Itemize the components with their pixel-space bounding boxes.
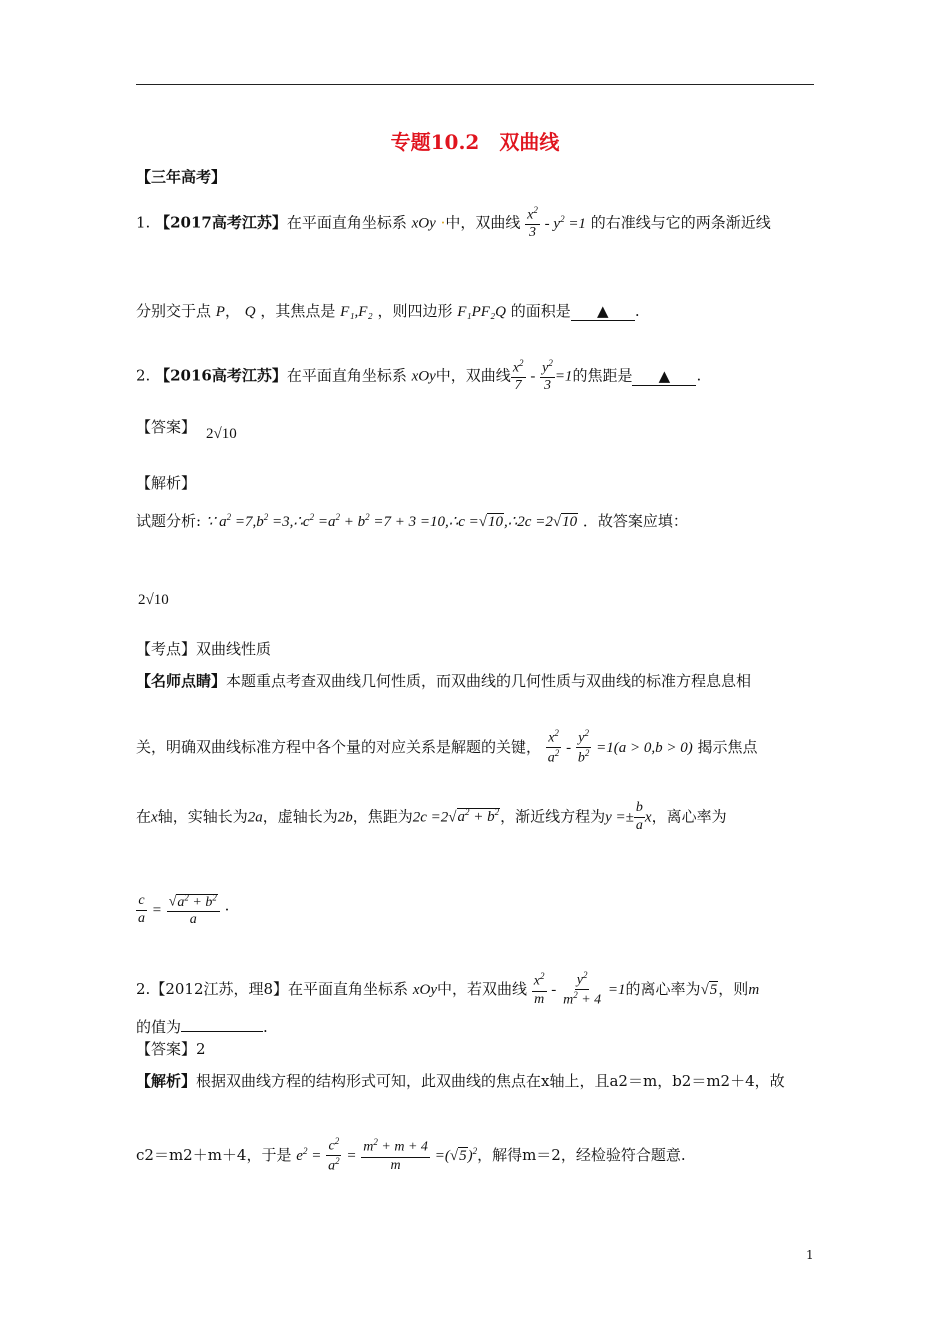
var-m: m	[748, 981, 760, 998]
q3-answer-blank	[181, 1031, 263, 1032]
q1-line2: 分别交于点 P， Q ，其焦点是 F₁,F₂ ，则四边形 F₁PF₂Q 的面积是 ▲ .	[136, 302, 640, 320]
analysis-label: 【解析】	[136, 474, 197, 492]
minus-sign: -	[530, 368, 536, 385]
answer-label: 【答案】	[136, 418, 197, 436]
q2-answer-blank: ▲	[632, 367, 696, 386]
analysis-formula: ∵ $a^2 =7,b^2$ $=3,\therefore c^2 =a^2 + b^2 =7 + 3$ =10,∴c =√10,∴2c =2√10	[205, 512, 578, 530]
teacher-line2	[136, 728, 758, 768]
q3-analysis-text-1: 根据双曲线方程的结构形式可知，此双曲线的焦点在x轴上，且a2＝m，b2＝m2＋4，故	[196, 1072, 785, 1090]
teacher-text-3b: 轴，实轴长为	[157, 807, 248, 826]
teacher-text-3f: ，离心率为	[651, 807, 727, 826]
q1-source-tag: 【2017高考江苏】	[155, 213, 287, 232]
teacher-text-2a: 关，明确双曲线标准方程中各个量的对应关系是解题的关键，	[136, 737, 542, 756]
teacher-text-3c: ，虚轴长为	[262, 807, 338, 826]
section-heading: 【三年高考】	[136, 168, 227, 186]
header-rule	[136, 84, 814, 85]
sqrt5-squared: $=(√5)^2$	[434, 1145, 478, 1164]
e-squared: $e^2$ =	[296, 1145, 322, 1164]
page-number: 1	[806, 1248, 814, 1262]
q2-text-3: 的焦距是	[572, 366, 633, 385]
focal-distance: $2c =2√a^2 + b^2$	[412, 807, 500, 826]
q3-number: 2.	[136, 979, 151, 998]
q1-end: .	[634, 302, 640, 320]
analysis-tail: ．故答案应填：	[582, 512, 688, 530]
q3-text-2: 中，若双曲线	[436, 979, 527, 998]
equals-sign: =	[346, 1147, 357, 1164]
teacher-text-1: 本题重点考查双曲线几何性质，而双曲线的几何性质与双曲线的标准方程息息相	[226, 672, 752, 690]
var-2b: 2b	[337, 809, 353, 826]
answer-label: 【答案】	[136, 1040, 197, 1058]
q2-frac-x: $\frac{x^2}{7}$	[512, 358, 524, 394]
q3-text-5: 的值为	[136, 1018, 182, 1036]
q3-text-4: ，则	[718, 979, 749, 998]
q3-frac-x: $\frac{x^2}{m}$	[533, 971, 545, 1007]
q1-text-6: ，则四边形	[377, 302, 453, 320]
q1-text-7: 的面积是	[510, 302, 571, 320]
q1-line1	[136, 205, 771, 242]
std-frac-x: $\frac{x^2}{a^2}$	[547, 728, 560, 767]
note-dot: ·	[440, 213, 446, 232]
var-2a: 2a	[247, 809, 263, 826]
equals-one: =1	[607, 981, 626, 998]
std-condition: =1(a > 0,b > 0)	[596, 739, 693, 756]
q2-point	[136, 638, 271, 659]
q3-end: .	[263, 1018, 268, 1036]
q3-line1	[136, 970, 759, 1010]
q2-analysis	[136, 510, 688, 531]
q3-answer: 2	[196, 1040, 206, 1058]
q3-source-tag: 【2012江苏，理8】	[150, 979, 289, 998]
q3-text: 在平面直角坐标系	[288, 979, 409, 998]
var-q: Q	[244, 304, 256, 320]
var-xoy: xOy	[411, 368, 436, 385]
ecc-frac-right: $\frac{√a^2 + b^2}{a}$	[167, 892, 220, 929]
minus-sign: -	[566, 739, 572, 756]
q1-equation: $\frac{x^2}{3}$	[527, 205, 538, 241]
teacher-line1	[136, 670, 751, 691]
ecc-frac-left: $\frac{c}{a}$	[138, 893, 145, 927]
q1-text-3: 的右准线与它的两条渐近线	[590, 213, 771, 232]
var-xoy: xOy	[411, 215, 436, 232]
q2-source-tag: 【2016高考江苏】	[155, 366, 287, 385]
frac-m: $\frac{m^2 + m + 4}{m}$	[363, 1137, 428, 1173]
equals-one: =1	[554, 368, 573, 385]
asymptote-eq: y =±	[605, 809, 634, 826]
q2-answer-row	[136, 416, 196, 437]
point-text: 双曲线性质	[196, 640, 272, 658]
page-title: 专题10.2 双曲线	[390, 130, 560, 154]
var-x: x	[151, 809, 158, 826]
var-xoy: xOy	[412, 981, 437, 998]
q2-answer: 2√10	[206, 426, 237, 442]
var-quad: F₁PF₂Q	[457, 304, 507, 320]
teacher-text-3a: 在	[136, 807, 152, 826]
var-p: P	[215, 304, 225, 320]
q2-number: 2.	[136, 366, 151, 385]
q1-equation-rest: - $y^2 =1$	[544, 213, 586, 232]
q2-text-2: 中，双曲线	[435, 366, 511, 385]
q3-line2	[136, 1016, 268, 1037]
analysis-prefix: 试题分析:	[136, 512, 202, 530]
teacher-label: 【名师点睛】	[136, 672, 227, 690]
teacher-text-2b: 揭示焦点	[697, 737, 758, 756]
analysis-label: 【解析】	[136, 1072, 197, 1090]
eccentricity-formula: $\frac{c}{a}$ = $\frac{√a^2 + b^2}{a}$ ·	[138, 892, 230, 928]
teacher-line3	[136, 800, 727, 835]
q2-frac-y: $\frac{y^2}{3}$	[542, 358, 553, 394]
teacher-text-3d: ，焦距为	[352, 807, 413, 826]
q2-text: 在平面直角坐标系	[286, 366, 407, 385]
q1-text-4: 分别交于点	[136, 302, 212, 320]
minus-sign: -	[551, 981, 557, 998]
q2-end: .	[696, 366, 702, 385]
q3-analysis-line2	[136, 1136, 686, 1176]
q1-number: 1.	[136, 213, 151, 232]
point-label: 【考点】	[136, 640, 197, 658]
asymptote-frac: $\frac{b}{a}$	[635, 800, 643, 833]
q2-line1	[136, 358, 701, 395]
std-frac-y: $\frac{y^2}{b^2}$	[577, 728, 590, 767]
var-x: x	[644, 809, 652, 826]
q1-text: 在平面直角坐标系	[286, 213, 407, 232]
q3-answer-row	[136, 1038, 206, 1059]
q2-answer-repeat: 2√10	[138, 592, 169, 608]
q1-answer-blank: ▲	[571, 302, 635, 321]
q3-frac-y: $\frac{y^2}{m^2 + 4}$	[563, 970, 602, 1009]
teacher-text-3e: ，渐近线方程为	[500, 807, 606, 826]
q3-analysis-text-2a: c2＝m2＋m＋4，于是	[136, 1145, 292, 1164]
equals-sign: =	[151, 902, 162, 919]
q3-text-3: 的离心率为	[625, 979, 701, 998]
q1-text-2: 中，双曲线	[445, 213, 521, 232]
sqrt-5: √5	[700, 981, 718, 998]
q1-text-5: ，其焦点是	[260, 302, 336, 320]
q3-analysis-text-2b: ，解得m＝2，经检验符合题意.	[477, 1145, 686, 1164]
q3-analysis-line1	[136, 1070, 785, 1091]
var-foci: F₁,F₂	[340, 304, 373, 320]
frac-c2-a2: $\frac{c^2}{a^2}$	[328, 1136, 340, 1175]
